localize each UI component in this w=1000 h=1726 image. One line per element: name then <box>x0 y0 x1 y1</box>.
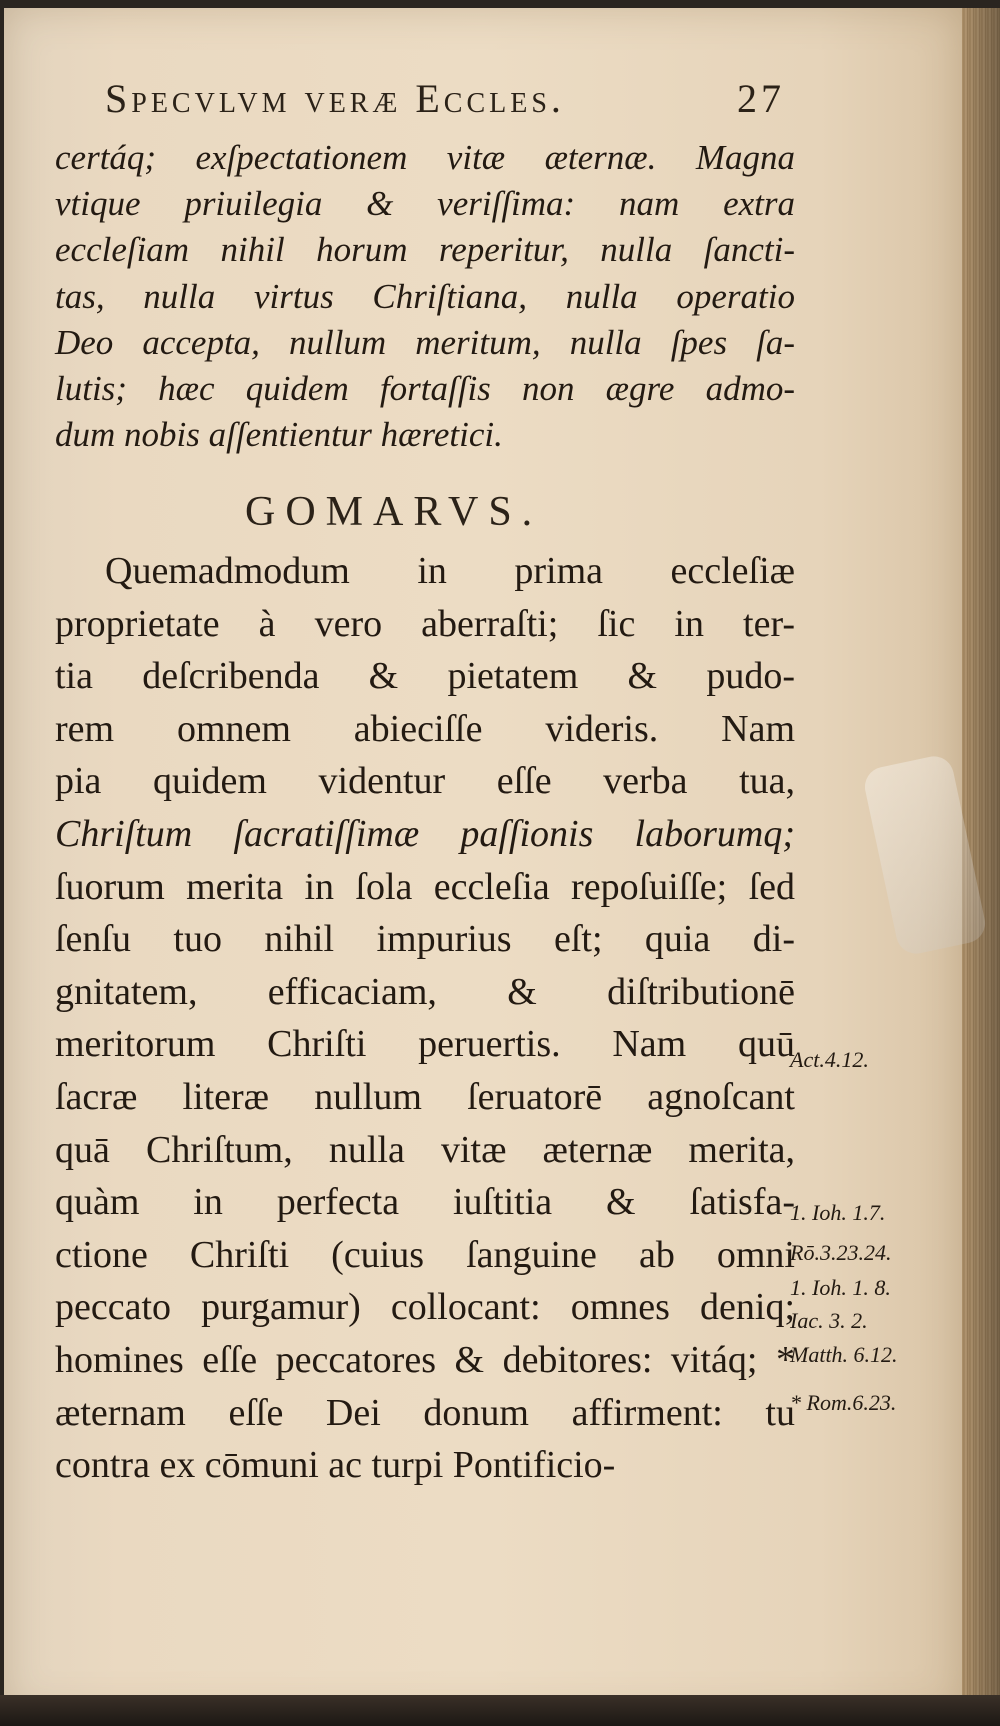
text-line: vtique priuilegia & veriſſima: nam extra <box>55 184 795 224</box>
text-line: ſuorum merita in ſola eccleſia repoſuiſſe; ſed <box>55 865 795 908</box>
text-line: lutis; hæc quidem fortaſſis non ægre admo- <box>55 369 795 409</box>
margin-note: Iac. 3. 2. <box>790 1308 868 1333</box>
running-header <box>105 75 785 122</box>
text-line: meritorum Chriſti peruertis. Nam quū <box>55 1023 795 1066</box>
text-line: rem omnem abieciſſe videris. Nam <box>55 707 795 750</box>
text-line: quàm in perfecta iuſtitia & ſatisfa- <box>55 1181 795 1224</box>
text-line: dum nobis aſſentientur hæretici. <box>55 415 503 455</box>
text-line: homines eſſe peccatores & debitores: vitáq; * <box>55 1338 795 1381</box>
margin-note: Matth. 6.12. <box>790 1342 898 1367</box>
text-line: ſacræ literæ nullum ſeruatorē agnoſcant <box>55 1075 795 1118</box>
text-line: tia deſcribenda & pietatem & pudo- <box>55 655 795 698</box>
italic-paragraph <box>55 135 795 458</box>
text-line: ſenſu tuo nihil impurius eſt; quia di- <box>55 918 795 961</box>
text-line: Chriſtum ſacratiſſimæ paſſionis laborumq; <box>55 812 795 855</box>
text-line: contra ex cōmuni ac turpi Pontificio- <box>55 1444 616 1487</box>
text-line: Quemadmodum in prima eccleſiæ <box>105 550 795 592</box>
scan-bottom-border <box>0 1695 1000 1726</box>
text-line: gnitatem, efficaciam, & diſtributionē <box>55 970 795 1013</box>
running-title: Specvlvm veræ Eccles. <box>105 76 565 121</box>
section-heading: GOMARVS. <box>245 489 543 535</box>
margin-note: Rō.3.23.24. <box>790 1240 892 1265</box>
margin-note: 1. Ioh. 1. 8. <box>790 1275 891 1300</box>
text-line: tas, nulla virtus Chriſtiana, nulla operatio <box>55 276 795 316</box>
body-paragraph <box>55 545 795 1492</box>
text-line: Deo accepta, nullum meritum, nulla ſpes ſa- <box>55 322 795 362</box>
margin-note: 1. Ioh. 1.7. <box>790 1200 886 1225</box>
text-line: eccleſiam nihil horum reperitur, nulla ſancti- <box>55 230 795 270</box>
text-line: peccato purgamur) collocant: omnes deniq; <box>55 1286 795 1329</box>
text-line: æternam eſſe Dei donum affirment: tu <box>55 1391 795 1434</box>
page-number: 27 <box>737 76 785 121</box>
text-line: ctione Chriſti (cuius ſanguine ab omni <box>55 1233 795 1276</box>
text-line: quā Chriſtum, nulla vitæ æternæ merita, <box>55 1128 795 1171</box>
margin-note: Act.4.12. <box>790 1047 869 1072</box>
text-line: pia quidem videntur eſſe verba tua, <box>55 760 795 803</box>
text-line: certáq; exſpectationem vitæ æternæ. Magna <box>55 138 795 177</box>
text-line: proprietate à vero aberraſti; ſic in ter- <box>55 602 795 645</box>
margin-note: * Rom.6.23. <box>790 1390 897 1415</box>
